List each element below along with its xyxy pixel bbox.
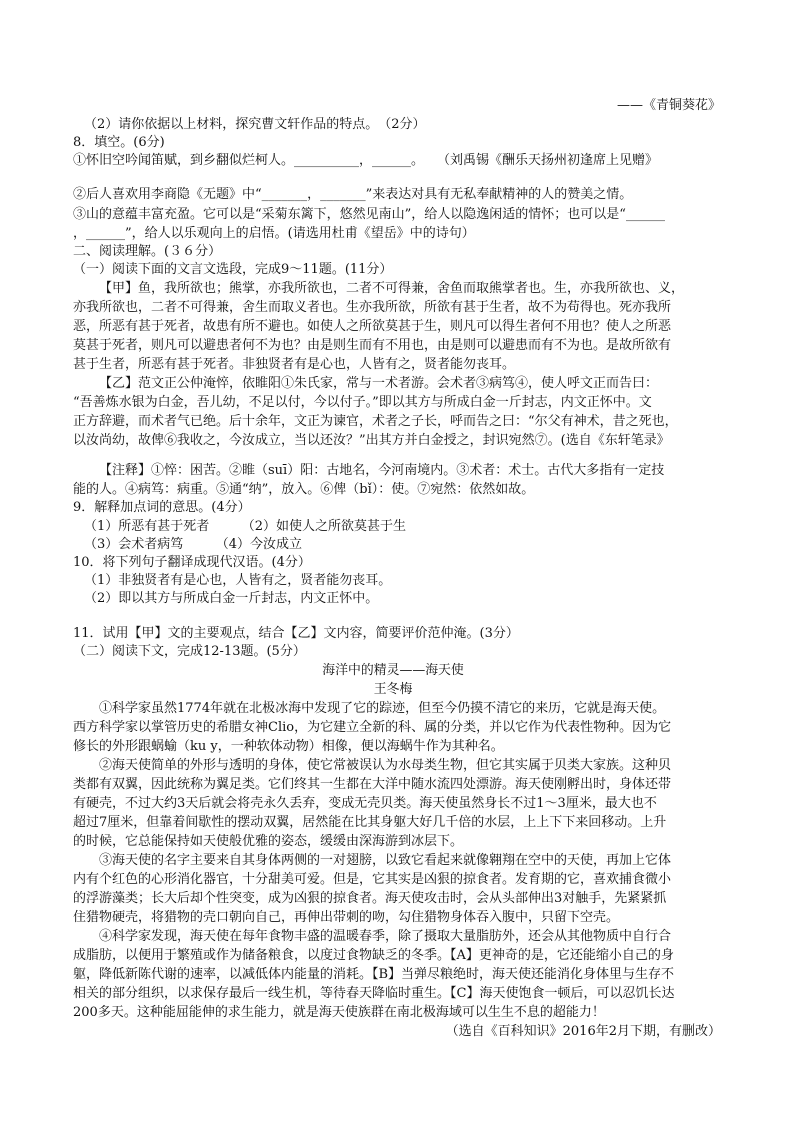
article-paragraph-line: ②海天使简单的外形与透明的身体，使它常被误认为水母类生物，但它其实属于贝类大家族。这种贝	[99, 758, 672, 773]
passage-jia-line: 甚于生者，所恶有甚于死者。非独贤者有是心也，人皆有之，贤者能勿丧耳。	[73, 357, 516, 372]
article-paragraph-line: 200多天。这种能屈能伸的求生能力，就是海天使族群在南北极海域可以生生不息的超能力！	[73, 1005, 605, 1020]
passage-jia-line: 莫甚于死者，则凡可以避患者何不为也？由是则生而有不用也，由是则可以避患而有不为也。是故所欲有	[73, 338, 672, 353]
article-paragraph-line: 西方科学家以掌管历史的希腊女神Clio，为它建立全新的科、属的分类，并以它作为代表性物种。因为它	[73, 720, 672, 735]
question-10-heading: 10．将下列句子翻译成现代汉语。(4分）	[73, 555, 311, 570]
article-paragraph-line: 超过7厘米，但靠着间歇性的摆动双翼，居然能在比其身躯大好几千倍的水层，上上下下来回移动。上升	[73, 815, 667, 830]
article-title: 海洋中的精灵——海天使	[322, 663, 464, 678]
article-paragraph-line: ④科学家发现，海天使在每年食物丰盛的温暖春季，除了摄取大量脂肪外，还会从其他物质中自行合	[99, 929, 672, 944]
question-8-item-1: ①怀旧空吟闻笛赋，到乡翻似烂柯人。__________，______。 （刘禹锡《酬乐天扬州初逢席上见赠》	[73, 153, 659, 168]
passage-yi-line: 正方辞避，而术者气已绝。后十余年，文正为谏官，术者之子长，呼而告之曰：“尔父有神术，昔之死也，	[73, 414, 678, 429]
article-author: 王冬梅	[373, 682, 413, 697]
passage-jia-line: 恶，所恶有甚于死者，故患有所不避也。如使人之所欲莫甚于生，则凡可以得生者何不用也？使人之所恶	[73, 319, 672, 334]
article-paragraph-line: 有硬壳，不过大约3天后就会将壳永久丢弃，变成无壳贝类。海天使虽然身长不过1～3厘米，最大也不	[73, 796, 657, 811]
question-10-item-2: （2）即以其方与所成白金一斤封志，内文正怀中。	[84, 591, 379, 606]
passage-jia-line: 【甲】鱼，我所欲也；熊掌，亦我所欲也，二者不可得兼，舍鱼而取熊掌者也。生，亦我所欲也、义，	[99, 281, 685, 296]
section-2-heading: 二、阅读理解。(３６分）	[73, 244, 222, 259]
question-8-item-3-cont: ，______”，给人以乐观向上的启悟。(请选用杜甫《望岳》中的诗句）	[73, 226, 475, 241]
question-8-item-2: ②后人喜欢用李商隐《无题》中“_______，_______”来表达对具有无私奉献精神的人的赞美之情。	[73, 187, 633, 202]
question-9-items: （1）所恶有甚于死者 （2）如使人之所欲莫甚于生	[84, 519, 407, 534]
passage-jia-line: 亦我所欲也，二者不可得兼，舍生而取义者也。生亦我所欲，所欲有甚于生者，故不为苟得也。死亦我所	[73, 300, 672, 315]
article-paragraph-line: ①科学家虽然1774年就在北极冰海中发现了它的踪迹，但至今仍摸不清它的来历，它就是海天使。	[99, 701, 666, 716]
source-attribution: ——《青铜葵花》	[616, 98, 721, 113]
article-paragraph-line: 类都有双翼，因此统称为翼足类。它们终其一生都在大洋中随水流四处漂游。海天使刚孵出时，身体还带	[73, 777, 672, 792]
passage-yi-line: 以汝尚幼，故俾⑥我收之，今汝成立，当以还汝？”出其方并白金授之，封识宛然⑦。(选自《东轩笔录》	[73, 433, 670, 448]
article-paragraph-line: ③海天使的名字主要来自其身体两侧的一对翅膀，以致它看起来就像翱翔在空中的天使，再加上它体	[99, 853, 672, 868]
passage-yi-line: 【乙】范文正公仲淹悴，依睢阳①朱氏家，常与一术者游。会术者③病笃④，使人呼文正而告曰：	[99, 376, 659, 391]
article-paragraph-line: 住猎物硬壳，将猎物的壳口朝向自己，再伸出带刺的吻，勾住猎物身体吞入腹中，只留下空壳。	[73, 910, 620, 925]
article-paragraph-line: 的浮游藻类；长大后却个性突变，成为凶狠的掠食者。海天使攻击时，会从头部伸出3对触手，先紧紧抓	[73, 891, 667, 906]
passage-yi-line: “吾善炼水银为白金，吾儿幼，不足以付，今以付子。”即以其方与所成白金一斤封志，内文正怀中。文	[73, 395, 652, 410]
section-2-1-heading: （一）阅读下面的文言文选段，完成9～11题。(11分）	[73, 262, 393, 277]
question-11: 11．试用【甲】文的主要观点，结合【乙】文内容，简要评价范仲淹。(3分）	[73, 626, 519, 641]
annotation-line: 能的人。④病笃：病重。⑤通“纳”，放入。⑥俾（bǐ）：使。⑦宛然：依然如故。	[73, 482, 535, 497]
article-paragraph-line: 成脂肪，以便用于繁殖或作为储备粮食，以度过食物缺乏的冬季。【A】更神奇的是，它还能缩小自己的身	[73, 948, 674, 963]
question-10-item-1: （1）非独贤者有是心也，人皆有之，贤者能勿丧耳。	[84, 573, 392, 588]
article-paragraph-line: 的时候，它总能保持如天使般优雅的姿态，缓缓由深海游到冰层下。	[73, 834, 464, 849]
article-source: （选自《百科知识》2016年2月下期，有删改）	[445, 1024, 721, 1039]
section-2-2-heading: （二）阅读下文，完成12-13题。(5分）	[73, 644, 306, 659]
question-9-items: （3）会术者病笃 （4）今汝成立	[84, 537, 303, 552]
article-paragraph-line: 躯，降低新陈代谢的速率，以减低体内能量的消耗。【B】当弹尽粮绝时，海天使还能消化身体里与生存不	[73, 967, 675, 982]
question-7-2: （2）请你依据以上材料，探究曹文轩作品的特点。 （2分）	[84, 117, 426, 132]
article-paragraph-line: 相关的部分组织，以求保存最后一线生机，等待春天降临时重生。【C】海天使饱食一顿后，可以忍饥长达	[73, 986, 675, 1001]
question-9-heading: 9．解释加点词的意思。(4分）	[73, 500, 251, 515]
question-8-heading: 8．填空。(6分)	[73, 135, 165, 150]
question-8-item-3: ③山的意蕴丰富充盈。它可以是“采菊东篱下，悠然见南山”，给人以隐逸闲适的情怀；也可以是“______	[73, 207, 665, 222]
article-paragraph-line: 内有个红色的心形消化器官，十分甜美可爱。但是，它其实是凶狠的掠食者。发育期的它，喜欢捕食微小	[73, 872, 672, 887]
annotation-line: 【注释】①悴：困苦。②睢（suī）阳：古地名，今河南境内。③术者：术士。古代大多指有一定技	[99, 463, 665, 478]
article-paragraph-line: 修长的外形跟蜗蝓（ku y，一种软体动物）相像，便以海蜗牛作为其种名。	[73, 739, 504, 754]
